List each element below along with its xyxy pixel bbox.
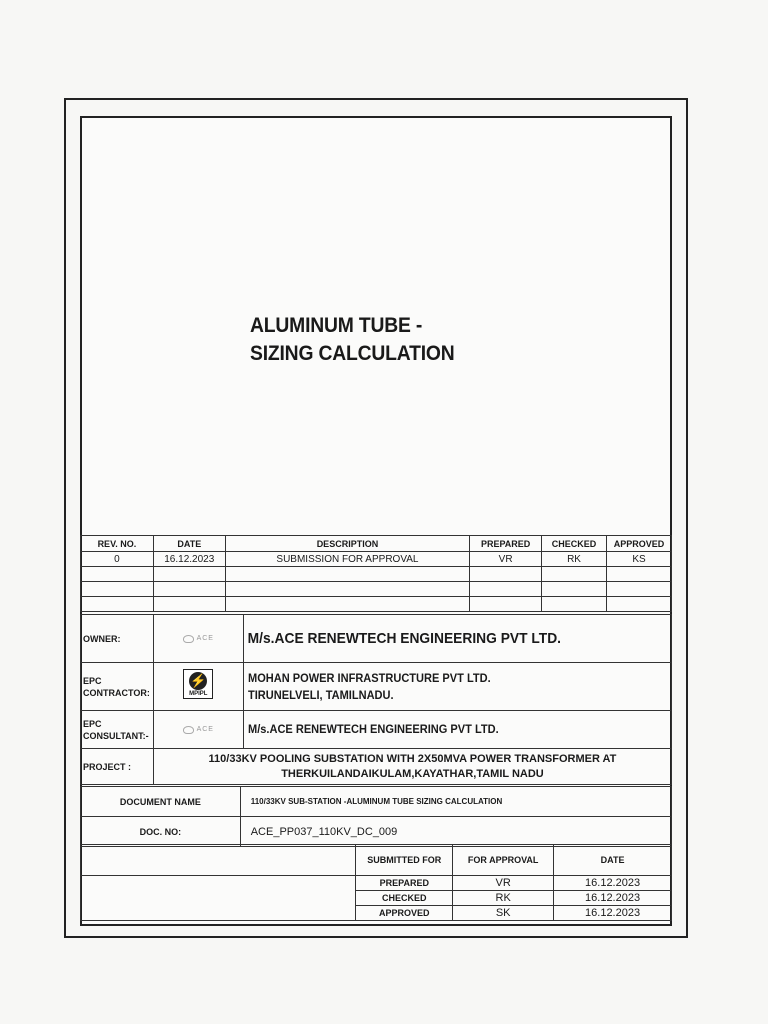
ace-logo: [183, 726, 214, 734]
ace-logo: [183, 635, 214, 643]
rev-no-cell: 0: [81, 552, 154, 567]
document-name-value: 110/33KV SUB-STATION -ALUMINUM TUBE SIZING CALCULATION: [240, 787, 671, 817]
ace-logo-text: ACE: [196, 635, 214, 642]
epc-consultant-name: M/s.ACE RENEWTECH ENGINEERING PVT LTD.: [247, 722, 499, 736]
checked-cell: RK: [542, 552, 607, 567]
table-row: [81, 582, 672, 597]
approved-cell: KS: [607, 552, 672, 567]
project-row: [81, 749, 672, 785]
owner-row: [81, 615, 672, 663]
description-cell: SUBMISSION FOR APPROVAL: [225, 552, 469, 567]
document-no-row: [81, 817, 672, 847]
document-name-label: DOCUMENT NAME: [81, 787, 241, 817]
role-approved: APPROVED: [356, 906, 453, 921]
revision-table: [80, 535, 672, 612]
epc-contractor-location: TIRUNELVELI, TAMILNADU.: [247, 687, 394, 702]
submitted-for-value: FOR APPROVAL: [453, 845, 554, 876]
checked-date: 16.12.2023: [554, 891, 672, 906]
project-label: PROJECT :: [81, 749, 154, 785]
role-checked: CHECKED: [356, 891, 453, 906]
mpipl-logo-text: MPIPL: [189, 691, 208, 697]
epc-contractor-label-1: EPC: [83, 675, 102, 686]
title-line-2: SIZING CALCULATION: [250, 342, 455, 365]
col-header-checked: CHECKED: [542, 536, 607, 552]
parties-table: [80, 614, 672, 785]
document-info-table: [80, 786, 672, 847]
table-row: [81, 876, 672, 891]
owner-name: M/s.ACE RENEWTECH ENGINEERING PVT LTD.: [247, 629, 561, 647]
epc-consultant-label-1: EPC: [83, 718, 102, 729]
date-cell: 16.12.2023: [153, 552, 225, 567]
owner-label: OWNER:: [81, 615, 154, 663]
project-line-1: 110/33KV POOLING SUBSTATION WITH 2X50MVA POWER TRANSFORMER AT: [208, 752, 617, 765]
epc-contractor-label-2: CONTRACTOR:: [83, 687, 150, 698]
col-header-date: DATE: [153, 536, 225, 552]
role-prepared: PREPARED: [356, 876, 453, 891]
table-row: [81, 597, 672, 612]
epc-contractor-row: [81, 663, 672, 711]
approved-by: SK: [453, 906, 554, 921]
revision-header-row: [81, 536, 672, 552]
ace-logo-text: ACE: [196, 726, 214, 733]
epc-consultant-row: [81, 711, 672, 749]
col-header-approved: APPROVED: [607, 536, 672, 552]
title-line-1: ALUMINUM TUBE -: [250, 314, 423, 337]
ace-mark-icon: [183, 726, 194, 734]
submitted-for-label: SUBMITTED FOR: [356, 845, 453, 876]
col-header-prepared: PREPARED: [470, 536, 542, 552]
submission-table: [80, 844, 672, 921]
approved-date: 16.12.2023: [554, 906, 672, 921]
prepared-date: 16.12.2023: [554, 876, 672, 891]
date-header: DATE: [554, 845, 672, 876]
prepared-cell: VR: [470, 552, 542, 567]
lightning-icon: ⚡: [190, 673, 207, 688]
epc-contractor-name: MOHAN POWER INFRASTRUCTURE PVT LTD.: [247, 670, 491, 685]
document-no-label: DOC. NO:: [81, 817, 241, 847]
table-row: [81, 552, 672, 567]
submission-header-row: [81, 845, 672, 876]
checked-by: RK: [453, 891, 554, 906]
table-row: [81, 567, 672, 582]
epc-consultant-label-2: CONSULTANT:-: [83, 730, 149, 741]
document-title: [250, 312, 455, 368]
col-header-description: DESCRIPTION: [225, 536, 469, 552]
mpipl-logo: [183, 669, 213, 699]
document-no-value: ACE_PP037_110KV_DC_009: [240, 817, 671, 847]
project-line-2: THERKUILANDAIKULAM,KAYATHAR,TAMIL NADU: [281, 767, 544, 780]
col-header-rev-no: REV. NO.: [81, 536, 154, 552]
ace-mark-icon: [183, 635, 194, 643]
document-name-row: [81, 787, 672, 817]
prepared-by: VR: [453, 876, 554, 891]
